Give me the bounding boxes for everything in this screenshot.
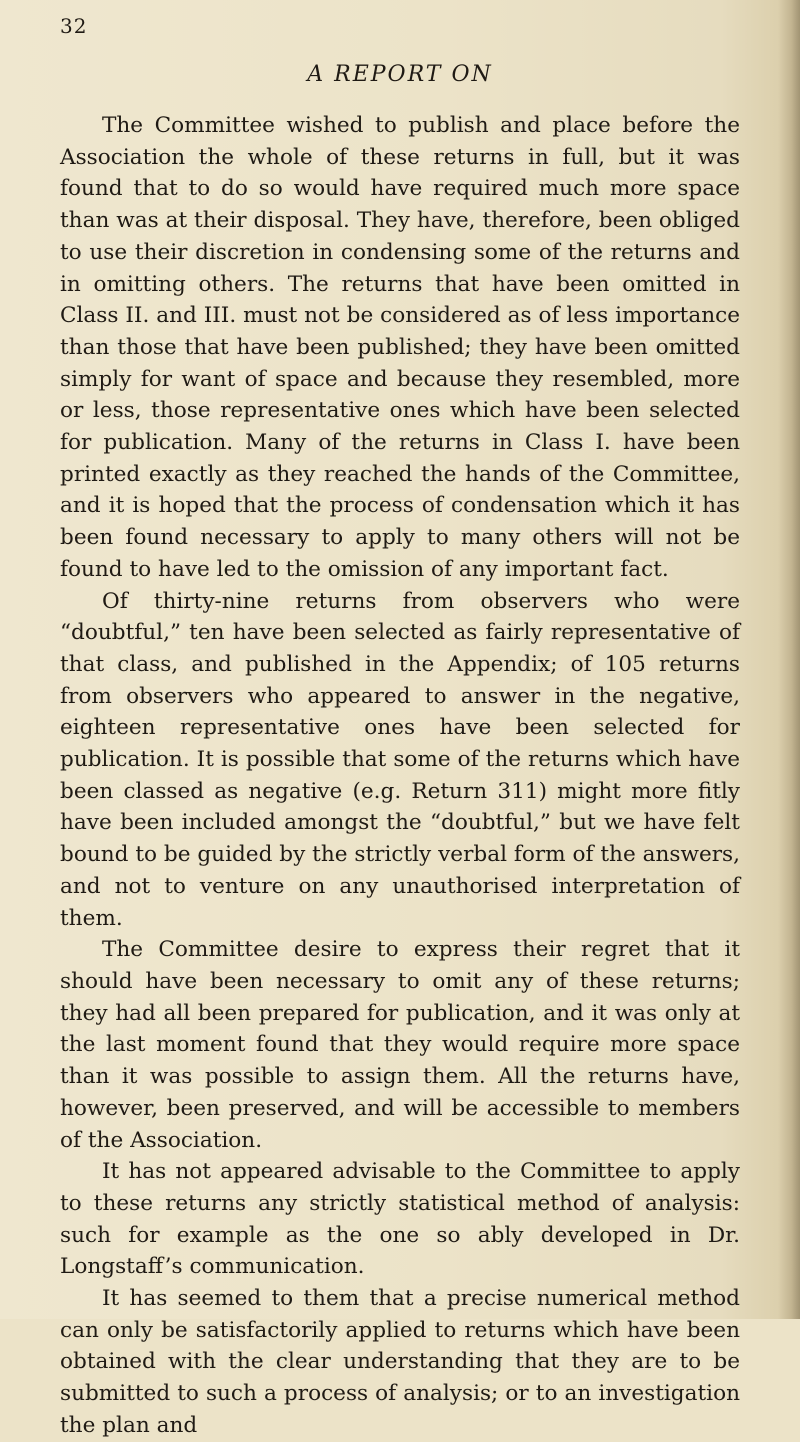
- page-edge-shadow: [778, 0, 800, 1319]
- paragraph-numerical-method: It has seemed to them that a precise numerical method can only be satisfactorily applied to returns which have been obtained with the clear understanding that they are to be submitted to such a process of analysis; or to an investigation the plan and: [60, 1286, 740, 1438]
- paragraph-statistical-method: It has not appeared advisable to the Committee to apply to these returns any strictly statistical method of analysis: such for example as the one so ably developed in Dr. Longstaff’s communication.: [60, 1159, 740, 1280]
- paragraph-committee-regret: The Committee desire to express their regret that it should have been necessary to omit any of these returns; they had all been prepared for publication, and it was only at the last moment found that they would require more space than it was possible to assign them. All the returns have, however, been preserved, and will be accessible to members of the Association.: [60, 937, 740, 1153]
- paragraph-omitted-returns: The Committee wished to publish and place before the Association the whole of these returns in full, but it was found that to do so would have required much more space than was at their disposal. They have, therefore, been obliged to use their discretion in condensing some of the returns and in omitting others. The returns that have been omitted in Class II. and III. must not be considered as of less importance than those that have been published; they have been omitted simply for want of space and because they resembled, more or less, those representative ones which have been selected for publication. Many of the returns in Class I. have been printed exactly as they reached the hands of the Committee, and it is hoped that the process of condensation which it has been found necessary to apply to many others will not be found to have led to the omission of any important fact.: [60, 113, 740, 582]
- body-text: [60, 110, 740, 1442]
- paragraph-doubtful-returns: Of thirty-nine returns from observers who were “doubtful,” ten have been selected as fairly representative of that class, and published in the Appendix; of 105 returns from observers who appeared to answer in the negative, eighteen representative ones have been selected for publication. It is possible that some of the returns which have been classed as negative (e.g. Return 311) might more fitly have been included amongst the “doubtful,” but we have felt bound to be guided by the strictly verbal form of the answers, and not to venture on any unauthorised interpretation of them.: [60, 588, 741, 931]
- page-number: 32: [60, 14, 88, 38]
- running-head: A REPORT ON: [307, 62, 493, 87]
